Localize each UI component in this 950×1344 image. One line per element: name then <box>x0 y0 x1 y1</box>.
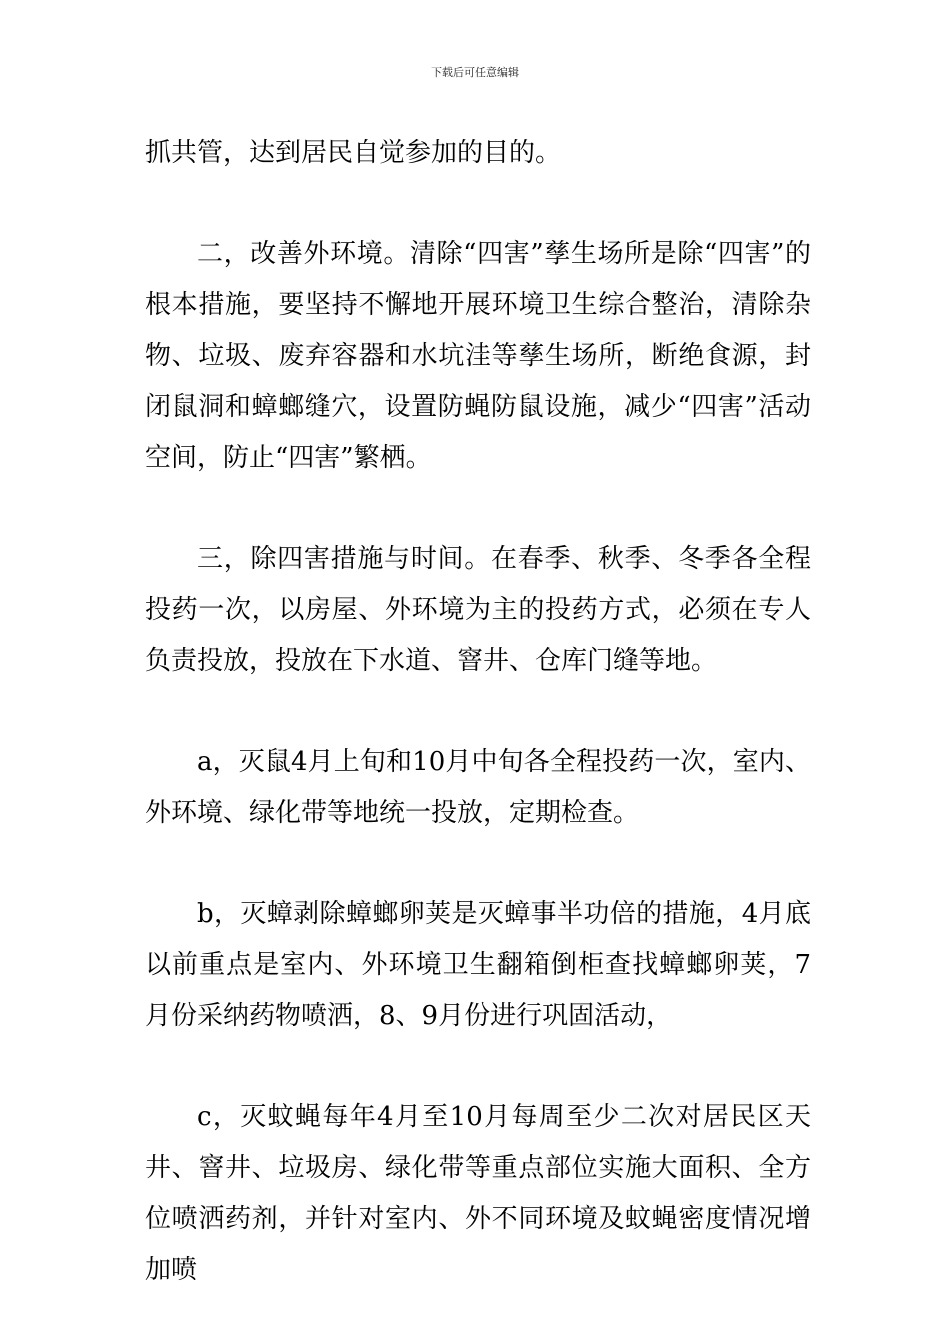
document-body <box>145 128 811 1296</box>
paragraph-gap <box>145 687 811 737</box>
paragraph-improve-environment: 二，改善外环境。清除“四害”孳生场所是除“四害”的根本措施，要坚持不懈地开展环境卫生综合整治，清除杂物、垃圾、废弃容器和水坑洼等孳生场所，断绝食源，封闭鼠洞和蟑螂缝穴，设置防蝇防鼠设施，减少“四害”活动空间，防止“四害”繁栖。 <box>145 239 811 473</box>
paragraph-measures-and-time: 三，除四害措施与时间。在春季、秋季、冬季各全程投药一次，以房屋、外环境为主的投药方式，必须在专人负责投放，投放在下水道、窨井、仓库门缝等地。 <box>145 544 811 676</box>
page-header: 下载后可任意编辑 <box>431 66 519 79</box>
paragraph-gap <box>145 484 811 534</box>
paragraph-gap <box>145 179 811 229</box>
paragraph-continuation: 抓共管，达到居民自觉参加的目的。 <box>145 138 562 168</box>
paragraph-item-b-cockroaches: b，灭蟑剥除蟑螂卵荚是灭蟑事半功倍的措施，4月底以前重点是室内、外环境卫生翻箱倒柜查找蟑螂卵荚，7月份采纳药物喷洒，8、9月份进行巩固活动， <box>145 899 811 1031</box>
paragraph-gap <box>145 839 811 889</box>
paragraph-gap <box>145 1042 811 1092</box>
paragraph-item-c-mosquitoes-flies: c，灭蚊蝇每年4月至10月每周至少二次对居民区天井、窨井、垃圾房、绿化带等重点部位实施大面积、全方位喷洒药剂，并针对室内、外不同环境及蚊蝇密度情况增加喷 <box>145 1102 811 1285</box>
paragraph-item-a-rodents: a，灭鼠4月上旬和10月中旬各全程投药一次，室内、外环境、绿化带等地统一投放，定期检查。 <box>145 747 811 828</box>
